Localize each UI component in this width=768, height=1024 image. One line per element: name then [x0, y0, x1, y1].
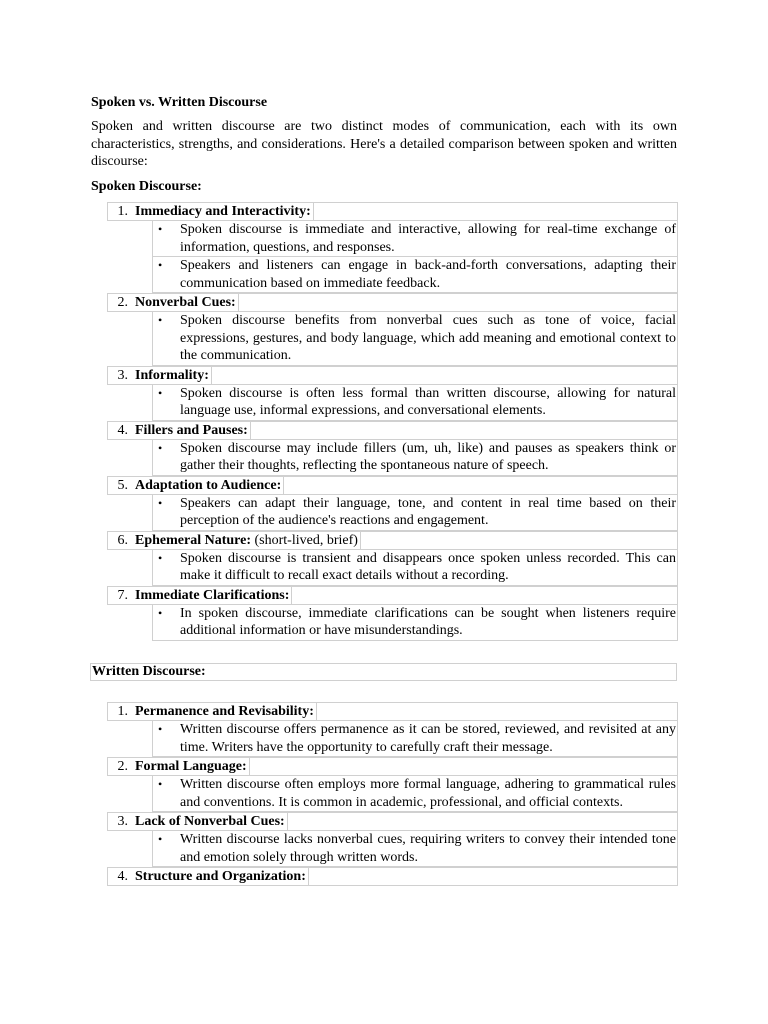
spoken-discourse-heading: Spoken Discourse:: [91, 179, 202, 194]
list-item: [107, 586, 678, 605]
list-item-label-text: Adaptation to Audience:: [135, 477, 282, 493]
document-title: Spoken vs. Written Discourse: [91, 95, 268, 110]
list-item-number: 2.: [117, 759, 128, 774]
list-item-label-text: Informality:: [135, 367, 209, 383]
bullet-icon: •: [158, 385, 163, 400]
list-item-number: 7.: [117, 587, 128, 603]
list-item-label-text: Formal Language:: [135, 759, 247, 774]
spoken-discourse-list: [107, 202, 678, 641]
list-item-number: 6.: [117, 532, 128, 548]
list-item-label: [135, 703, 317, 720]
list-item: [107, 531, 678, 550]
written-discourse-heading-text: Written Discourse:: [92, 664, 206, 679]
bullet-text: Speakers and listeners can engage in back-and-forth conversations, adapting their communication based on immediate feedback.: [180, 258, 676, 291]
bullet-icon: •: [158, 550, 163, 565]
bullet-icon: •: [158, 222, 163, 236]
list-item-label: [135, 813, 288, 830]
bullet-item: [152, 831, 678, 867]
bullet-icon: •: [158, 722, 163, 736]
bullet-text: Written discourse often employs more formal language, adhering to grammatical rules and conventions. It is common in academic, professional, and official contexts.: [180, 777, 676, 810]
bullet-text: Speakers can adapt their language, tone, and content in real time based on their perception of the audience's reactions and engagement.: [180, 495, 676, 528]
list-item: [107, 757, 678, 776]
list-item-label-text: Nonverbal Cues:: [135, 295, 236, 310]
bullet-text: Written discourse offers permanence as it can be stored, reviewed, and revisited at any time. Writers have the opportunity to carefully craft their message.: [180, 722, 676, 755]
list-item-label: [135, 367, 212, 384]
list-item-label-text: Permanence and Revisability:: [135, 704, 314, 719]
list-item-number: 4.: [117, 422, 128, 438]
list-item-label-note: (short-lived, brief): [251, 532, 358, 548]
list-item-label: [135, 532, 361, 549]
list-item-label-text: Immediate Clarifications:: [135, 587, 290, 603]
bullet-text: Spoken discourse is immediate and interactive, allowing for real-time exchange of information, questions, and responses.: [180, 222, 676, 255]
intro-paragraph: Spoken and written discourse are two distinct modes of communication, each with its own characteristics, strengths, and considerations. Here's a detailed comparison between spoken and written discourse:: [91, 119, 677, 169]
bullet-icon: •: [158, 495, 163, 510]
bullet-item: [152, 550, 678, 586]
bullet-item: [152, 605, 678, 641]
list-item: [107, 366, 678, 385]
bullet-item: [152, 440, 678, 476]
list-item: [107, 812, 678, 831]
list-item: [107, 702, 678, 721]
written-discourse-list: [107, 702, 678, 886]
list-item-number: 1.: [117, 704, 128, 719]
bullet-text: Spoken discourse is often less formal than written discourse, allowing for natural language use, informal expressions, and conversational elements.: [180, 385, 676, 418]
bullet-item: [152, 495, 678, 531]
list-item: [107, 867, 678, 886]
bullet-icon: •: [158, 777, 163, 791]
list-item-label: [135, 477, 284, 494]
list-item-label-text: Structure and Organization:: [135, 869, 306, 884]
list-item-label-text: Ephemeral Nature:: [135, 532, 251, 548]
list-item-number: 4.: [117, 869, 128, 884]
list-item-number: 2.: [117, 295, 128, 310]
list-item-label: [135, 294, 239, 311]
bullet-icon: •: [158, 832, 163, 846]
list-item-label: [135, 868, 309, 885]
list-item: [107, 202, 678, 221]
bullet-text: In spoken discourse, immediate clarifications can be sought when listeners require additional information or have misunderstandings.: [180, 605, 676, 638]
bullet-text: Spoken discourse benefits from nonverbal cues such as tone of voice, facial expressions, gestures, and body language, which add meaning and emotional context to the communication.: [180, 313, 676, 363]
list-item-label: [135, 422, 251, 439]
bullet-item: [152, 257, 678, 293]
list-item-label: [135, 587, 292, 604]
list-item-label-text: Fillers and Pauses:: [135, 422, 248, 438]
list-item-number: 5.: [117, 477, 128, 493]
list-item-label: [135, 203, 314, 220]
list-item-number: 1.: [117, 204, 128, 219]
list-item: [107, 476, 678, 495]
list-item-number: 3.: [117, 367, 128, 383]
bullet-text: Written discourse lacks nonverbal cues, requiring writers to convey their intended tone and emotion solely through written words.: [180, 832, 676, 865]
bullet-text: Spoken discourse is transient and disappears once spoken unless recorded. This can make it difficult to recall exact details without a recording.: [180, 550, 676, 583]
list-item-label: [135, 758, 250, 775]
written-discourse-heading: [90, 663, 677, 681]
bullet-item: [152, 221, 678, 257]
bullet-item: [152, 776, 678, 812]
bullet-item: [152, 385, 678, 421]
list-item: [107, 421, 678, 440]
list-item-label-text: Immediacy and Interactivity:: [135, 204, 311, 219]
bullet-text: Spoken discourse may include fillers (um, uh, like) and pauses as speakers think or gather their thoughts, reflecting the spontaneous nature of speech.: [180, 440, 676, 473]
list-item-number: 3.: [117, 814, 128, 829]
bullet-icon: •: [158, 605, 163, 620]
bullet-icon: •: [158, 258, 163, 272]
bullet-item: [152, 721, 678, 757]
bullet-item: [152, 312, 678, 366]
bullet-icon: •: [158, 313, 163, 327]
bullet-icon: •: [158, 440, 163, 455]
list-item: [107, 293, 678, 312]
list-item-label-text: Lack of Nonverbal Cues:: [135, 814, 285, 829]
